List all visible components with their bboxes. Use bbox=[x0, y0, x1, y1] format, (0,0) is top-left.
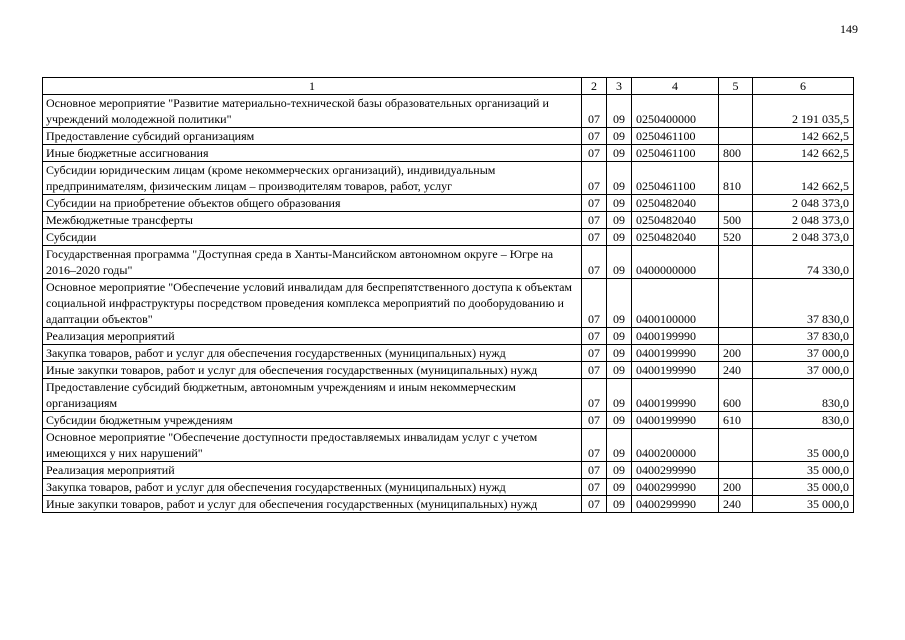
row-target-article-cell: 0400100000 bbox=[632, 279, 719, 328]
row-expense-type-cell: 240 bbox=[719, 362, 753, 379]
row-amount-cell: 142 662,5 bbox=[753, 162, 854, 195]
row-amount-cell: 37 830,0 bbox=[753, 328, 854, 345]
row-section-cell: 07 bbox=[582, 379, 607, 412]
row-expense-type-cell: 800 bbox=[719, 145, 753, 162]
table-row bbox=[43, 246, 854, 279]
row-section-cell: 07 bbox=[582, 145, 607, 162]
table-row bbox=[43, 345, 854, 362]
row-section-cell: 07 bbox=[582, 229, 607, 246]
row-section-cell: 07 bbox=[582, 362, 607, 379]
row-expense-type-cell bbox=[719, 246, 753, 279]
row-amount-cell: 142 662,5 bbox=[753, 128, 854, 145]
row-section-cell: 07 bbox=[582, 128, 607, 145]
row-name-cell: Закупка товаров, работ и услуг для обеспечения государственных (муниципальных) нужд bbox=[43, 345, 582, 362]
row-target-article-cell: 0250461100 bbox=[632, 145, 719, 162]
row-target-article-cell: 0400199990 bbox=[632, 412, 719, 429]
table-row bbox=[43, 328, 854, 345]
table-row bbox=[43, 496, 854, 513]
row-target-article-cell: 0400199990 bbox=[632, 362, 719, 379]
row-subsection-cell: 09 bbox=[607, 128, 632, 145]
row-section-cell: 07 bbox=[582, 279, 607, 328]
row-amount-cell: 37 830,0 bbox=[753, 279, 854, 328]
row-amount-cell: 2 048 373,0 bbox=[753, 195, 854, 212]
row-expense-type-cell: 610 bbox=[719, 412, 753, 429]
row-subsection-cell: 09 bbox=[607, 412, 632, 429]
row-subsection-cell: 09 bbox=[607, 279, 632, 328]
row-target-article-cell: 0250482040 bbox=[632, 229, 719, 246]
row-target-article-cell: 0250482040 bbox=[632, 195, 719, 212]
row-amount-cell: 37 000,0 bbox=[753, 345, 854, 362]
row-expense-type-cell bbox=[719, 462, 753, 479]
row-subsection-cell: 09 bbox=[607, 362, 632, 379]
table-row bbox=[43, 195, 854, 212]
row-name-cell: Иные закупки товаров, работ и услуг для обеспечения государственных (муниципальных) нужд bbox=[43, 496, 582, 513]
row-target-article-cell: 0400299990 bbox=[632, 462, 719, 479]
row-amount-cell: 35 000,0 bbox=[753, 479, 854, 496]
table-row bbox=[43, 279, 854, 328]
row-name-cell: Субсидии bbox=[43, 229, 582, 246]
row-subsection-cell: 09 bbox=[607, 229, 632, 246]
column-header-4: 4 bbox=[632, 78, 719, 95]
table-row bbox=[43, 412, 854, 429]
row-name-cell: Субсидии юридическим лицам (кроме некоммерческих организаций), индивидуальным предпринимателям, физическим лицам – производителям товаров, работ, услуг bbox=[43, 162, 582, 195]
table-row bbox=[43, 462, 854, 479]
row-amount-cell: 35 000,0 bbox=[753, 496, 854, 513]
row-name-cell: Реализация мероприятий bbox=[43, 462, 582, 479]
column-header-2: 2 bbox=[582, 78, 607, 95]
row-name-cell: Предоставление субсидий бюджетным, автономным учреждениям и иным некоммерческим организациям bbox=[43, 379, 582, 412]
row-target-article-cell: 0400199990 bbox=[632, 379, 719, 412]
row-expense-type-cell: 240 bbox=[719, 496, 753, 513]
row-section-cell: 07 bbox=[582, 328, 607, 345]
row-name-cell: Иные бюджетные ассигнования bbox=[43, 145, 582, 162]
row-amount-cell: 35 000,0 bbox=[753, 462, 854, 479]
row-section-cell: 07 bbox=[582, 496, 607, 513]
row-amount-cell: 2 048 373,0 bbox=[753, 229, 854, 246]
row-name-cell: Основное мероприятие "Обеспечение условий инвалидам для беспрепятственного доступа к объектам социальной инфраструктуры посредством проведения комплекса мероприятий по дооборудованию и адаптации объектов" bbox=[43, 279, 582, 328]
row-section-cell: 07 bbox=[582, 345, 607, 362]
row-subsection-cell: 09 bbox=[607, 462, 632, 479]
table-row bbox=[43, 145, 854, 162]
row-name-cell: Государственная программа "Доступная среда в Ханты-Мансийском автономном округе – Югре на 2016–2020 годы" bbox=[43, 246, 582, 279]
row-section-cell: 07 bbox=[582, 479, 607, 496]
row-amount-cell: 74 330,0 bbox=[753, 246, 854, 279]
table-row bbox=[43, 429, 854, 462]
page-number: 149 bbox=[840, 22, 858, 36]
row-expense-type-cell: 520 bbox=[719, 229, 753, 246]
row-amount-cell: 37 000,0 bbox=[753, 362, 854, 379]
row-subsection-cell: 09 bbox=[607, 479, 632, 496]
table-row bbox=[43, 128, 854, 145]
row-name-cell: Субсидии бюджетным учреждениям bbox=[43, 412, 582, 429]
row-expense-type-cell: 810 bbox=[719, 162, 753, 195]
row-amount-cell: 830,0 bbox=[753, 412, 854, 429]
row-target-article-cell: 0250461100 bbox=[632, 162, 719, 195]
table-row bbox=[43, 162, 854, 195]
table-row bbox=[43, 362, 854, 379]
row-expense-type-cell: 500 bbox=[719, 212, 753, 229]
column-header-5: 5 bbox=[719, 78, 753, 95]
row-name-cell: Иные закупки товаров, работ и услуг для обеспечения государственных (муниципальных) нужд bbox=[43, 362, 582, 379]
row-subsection-cell: 09 bbox=[607, 345, 632, 362]
row-section-cell: 07 bbox=[582, 462, 607, 479]
row-expense-type-cell bbox=[719, 279, 753, 328]
row-expense-type-cell bbox=[719, 429, 753, 462]
row-target-article-cell: 0400200000 bbox=[632, 429, 719, 462]
row-expense-type-cell bbox=[719, 195, 753, 212]
table-row bbox=[43, 229, 854, 246]
row-amount-cell: 830,0 bbox=[753, 379, 854, 412]
row-section-cell: 07 bbox=[582, 429, 607, 462]
row-subsection-cell: 09 bbox=[607, 195, 632, 212]
row-target-article-cell: 0400000000 bbox=[632, 246, 719, 279]
table-row bbox=[43, 379, 854, 412]
row-target-article-cell: 0400299990 bbox=[632, 496, 719, 513]
row-name-cell: Основное мероприятие "Обеспечение доступности предоставляемых инвалидам услуг с учетом имеющихся у них нарушений" bbox=[43, 429, 582, 462]
row-subsection-cell: 09 bbox=[607, 145, 632, 162]
column-header-3: 3 bbox=[607, 78, 632, 95]
row-section-cell: 07 bbox=[582, 412, 607, 429]
row-subsection-cell: 09 bbox=[607, 429, 632, 462]
row-subsection-cell: 09 bbox=[607, 95, 632, 128]
row-target-article-cell: 0400199990 bbox=[632, 345, 719, 362]
row-target-article-cell: 0250482040 bbox=[632, 212, 719, 229]
row-amount-cell: 2 191 035,5 bbox=[753, 95, 854, 128]
row-subsection-cell: 09 bbox=[607, 379, 632, 412]
row-expense-type-cell bbox=[719, 328, 753, 345]
row-name-cell: Межбюджетные трансферты bbox=[43, 212, 582, 229]
table-row bbox=[43, 479, 854, 496]
row-name-cell: Закупка товаров, работ и услуг для обеспечения государственных (муниципальных) нужд bbox=[43, 479, 582, 496]
table-row bbox=[43, 212, 854, 229]
row-target-article-cell: 0250400000 bbox=[632, 95, 719, 128]
row-target-article-cell: 0400299990 bbox=[632, 479, 719, 496]
budget-table bbox=[42, 77, 854, 513]
column-header-1: 1 bbox=[43, 78, 582, 95]
row-name-cell: Основное мероприятие "Развитие материально-технической базы образовательных организаций и учреждений молодежной политики" bbox=[43, 95, 582, 128]
row-target-article-cell: 0250461100 bbox=[632, 128, 719, 145]
row-name-cell: Реализация мероприятий bbox=[43, 328, 582, 345]
row-expense-type-cell: 200 bbox=[719, 345, 753, 362]
row-subsection-cell: 09 bbox=[607, 328, 632, 345]
row-amount-cell: 2 048 373,0 bbox=[753, 212, 854, 229]
row-section-cell: 07 bbox=[582, 212, 607, 229]
row-subsection-cell: 09 bbox=[607, 162, 632, 195]
row-amount-cell: 142 662,5 bbox=[753, 145, 854, 162]
row-subsection-cell: 09 bbox=[607, 212, 632, 229]
row-section-cell: 07 bbox=[582, 162, 607, 195]
table-row bbox=[43, 95, 854, 128]
row-subsection-cell: 09 bbox=[607, 246, 632, 279]
row-expense-type-cell bbox=[719, 128, 753, 145]
row-expense-type-cell: 600 bbox=[719, 379, 753, 412]
row-amount-cell: 35 000,0 bbox=[753, 429, 854, 462]
table-header-row bbox=[43, 78, 854, 95]
row-expense-type-cell: 200 bbox=[719, 479, 753, 496]
row-name-cell: Предоставление субсидий организациям bbox=[43, 128, 582, 145]
row-section-cell: 07 bbox=[582, 246, 607, 279]
row-section-cell: 07 bbox=[582, 95, 607, 128]
column-header-6: 6 bbox=[753, 78, 854, 95]
row-target-article-cell: 0400199990 bbox=[632, 328, 719, 345]
row-section-cell: 07 bbox=[582, 195, 607, 212]
row-expense-type-cell bbox=[719, 95, 753, 128]
row-subsection-cell: 09 bbox=[607, 496, 632, 513]
row-name-cell: Субсидии на приобретение объектов общего образования bbox=[43, 195, 582, 212]
